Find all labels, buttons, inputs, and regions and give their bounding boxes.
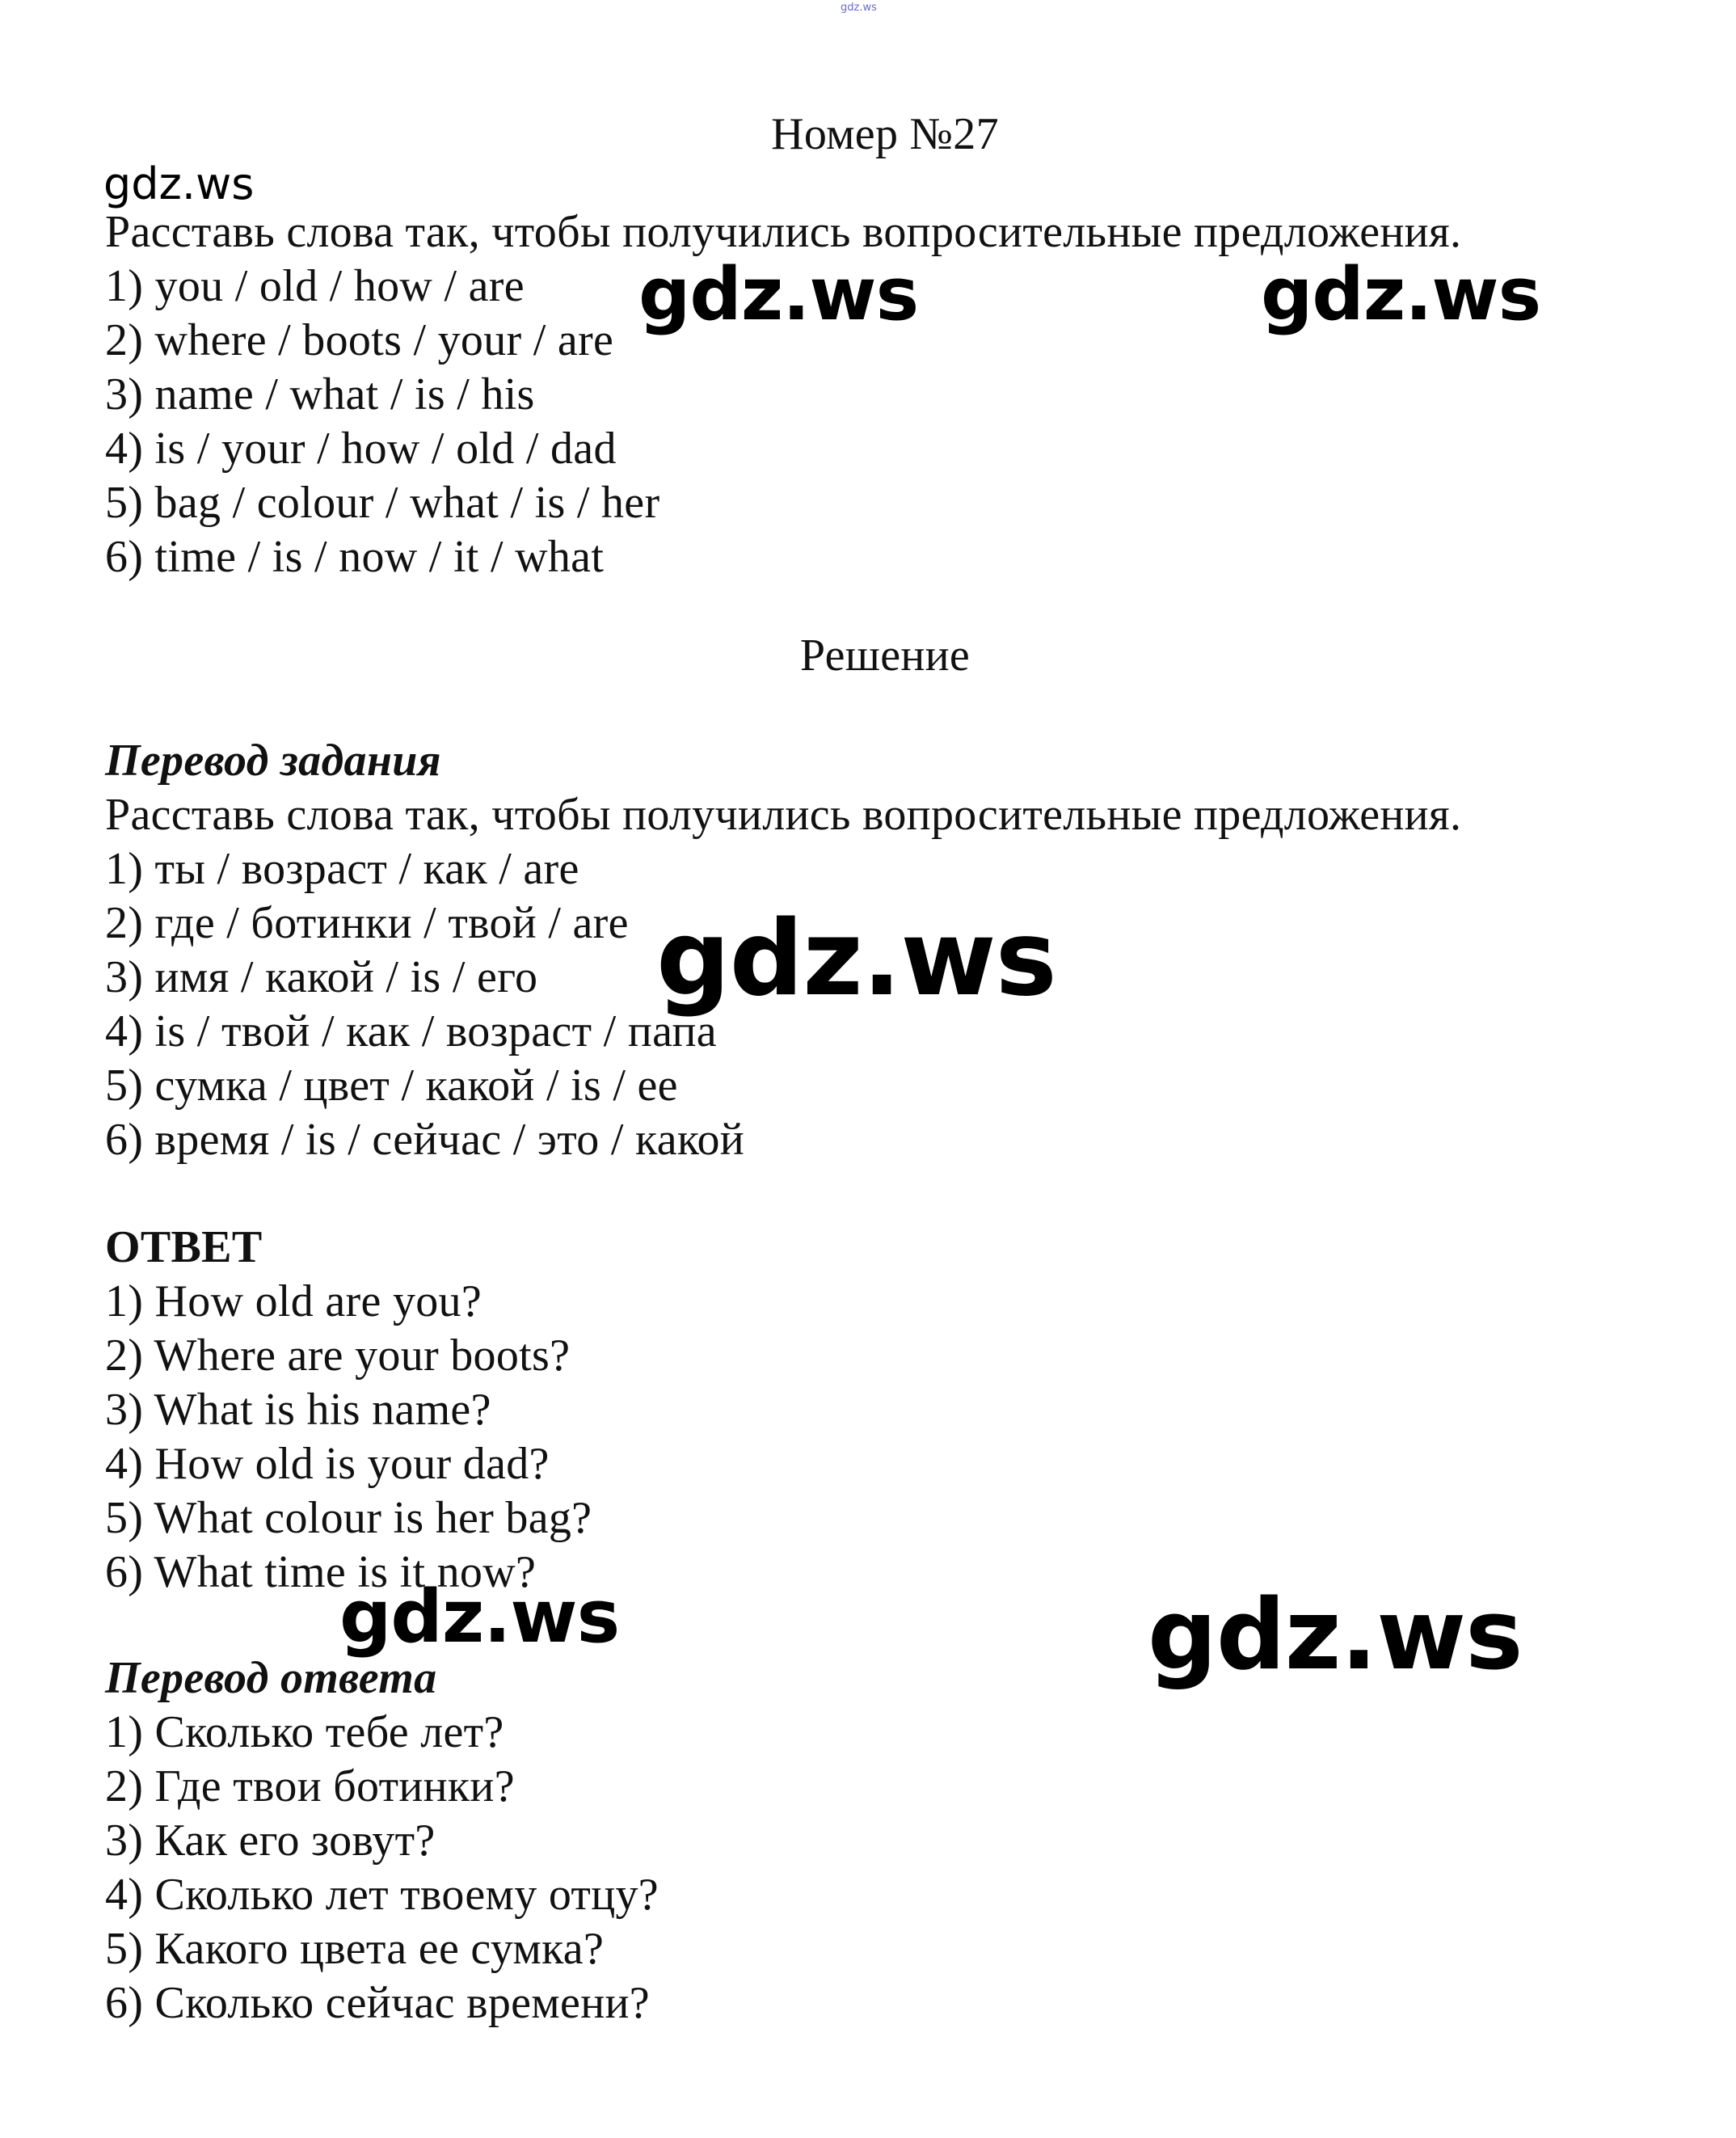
watermark: gdz.ws: [638, 252, 919, 337]
translation-heading: Перевод задания: [105, 736, 441, 786]
translation-item: 3) имя / какой / is / его: [105, 952, 538, 1002]
answer-item: 2) Where are your boots?: [105, 1330, 571, 1381]
answer-translation-item: 4) Сколько лет твоему отцу?: [105, 1870, 659, 1920]
answer-item: 3) What is his name?: [105, 1385, 491, 1435]
solution-heading: Решение: [799, 630, 971, 681]
answer-item: 6) What time is it now?: [105, 1547, 537, 1597]
answer-translation-item: 5) Какого цвета ее сумка?: [105, 1924, 605, 1974]
task-item: 6) time / is / now / it / what: [105, 532, 605, 582]
task-item: 2) where / boots / your / are: [105, 315, 614, 365]
translation-item: 2) где / ботинки / твой / are: [105, 898, 629, 948]
answer-translation-item: 3) Как его зовут?: [105, 1815, 436, 1866]
answer-translation-item: 1) Сколько тебе лет?: [105, 1707, 504, 1757]
task-instruction: Расставь слова так, чтобы получились вопросительные предложения.: [105, 207, 1462, 257]
task-item: 5) bag / colour / what / is / her: [105, 478, 660, 528]
answer-translation-heading: Перевод ответа: [105, 1653, 437, 1703]
translation-instruction: Расставь слова так, чтобы получились вопросительные предложения.: [105, 790, 1462, 840]
task-item: 1) you / old / how / are: [105, 261, 525, 311]
page-title: Номер №27: [771, 109, 999, 159]
translation-item: 6) время / is / сейчас / это / какой: [105, 1115, 745, 1165]
answer-translation-item: 6) Сколько сейчас времени?: [105, 1978, 650, 2028]
watermark: gdz.ws: [339, 1575, 620, 1659]
task-item: 3) name / what / is / his: [105, 369, 535, 420]
answer-item: 1) How old are you?: [105, 1276, 482, 1326]
watermark: gdz.ws: [1148, 1579, 1523, 1692]
top-watermark: gdz.ws: [841, 2, 877, 14]
answer-item: 4) How old is your dad?: [105, 1439, 550, 1489]
translation-item: 4) is / твой / как / возраст / папа: [105, 1006, 717, 1056]
answer-heading: ОТВЕТ: [105, 1222, 263, 1272]
watermark: gdz.ws: [656, 899, 1056, 1019]
watermark: gdz.ws: [1261, 252, 1541, 337]
logo-text: gdz.ws: [103, 158, 255, 209]
answer-translation-item: 2) Где твои ботинки?: [105, 1761, 515, 1811]
answer-item: 5) What colour is her bag?: [105, 1493, 592, 1543]
translation-item: 5) сумка / цвет / какой / is / ее: [105, 1061, 678, 1111]
task-item: 4) is / your / how / old / dad: [105, 424, 617, 474]
translation-item: 1) ты / возраст / как / are: [105, 844, 579, 894]
